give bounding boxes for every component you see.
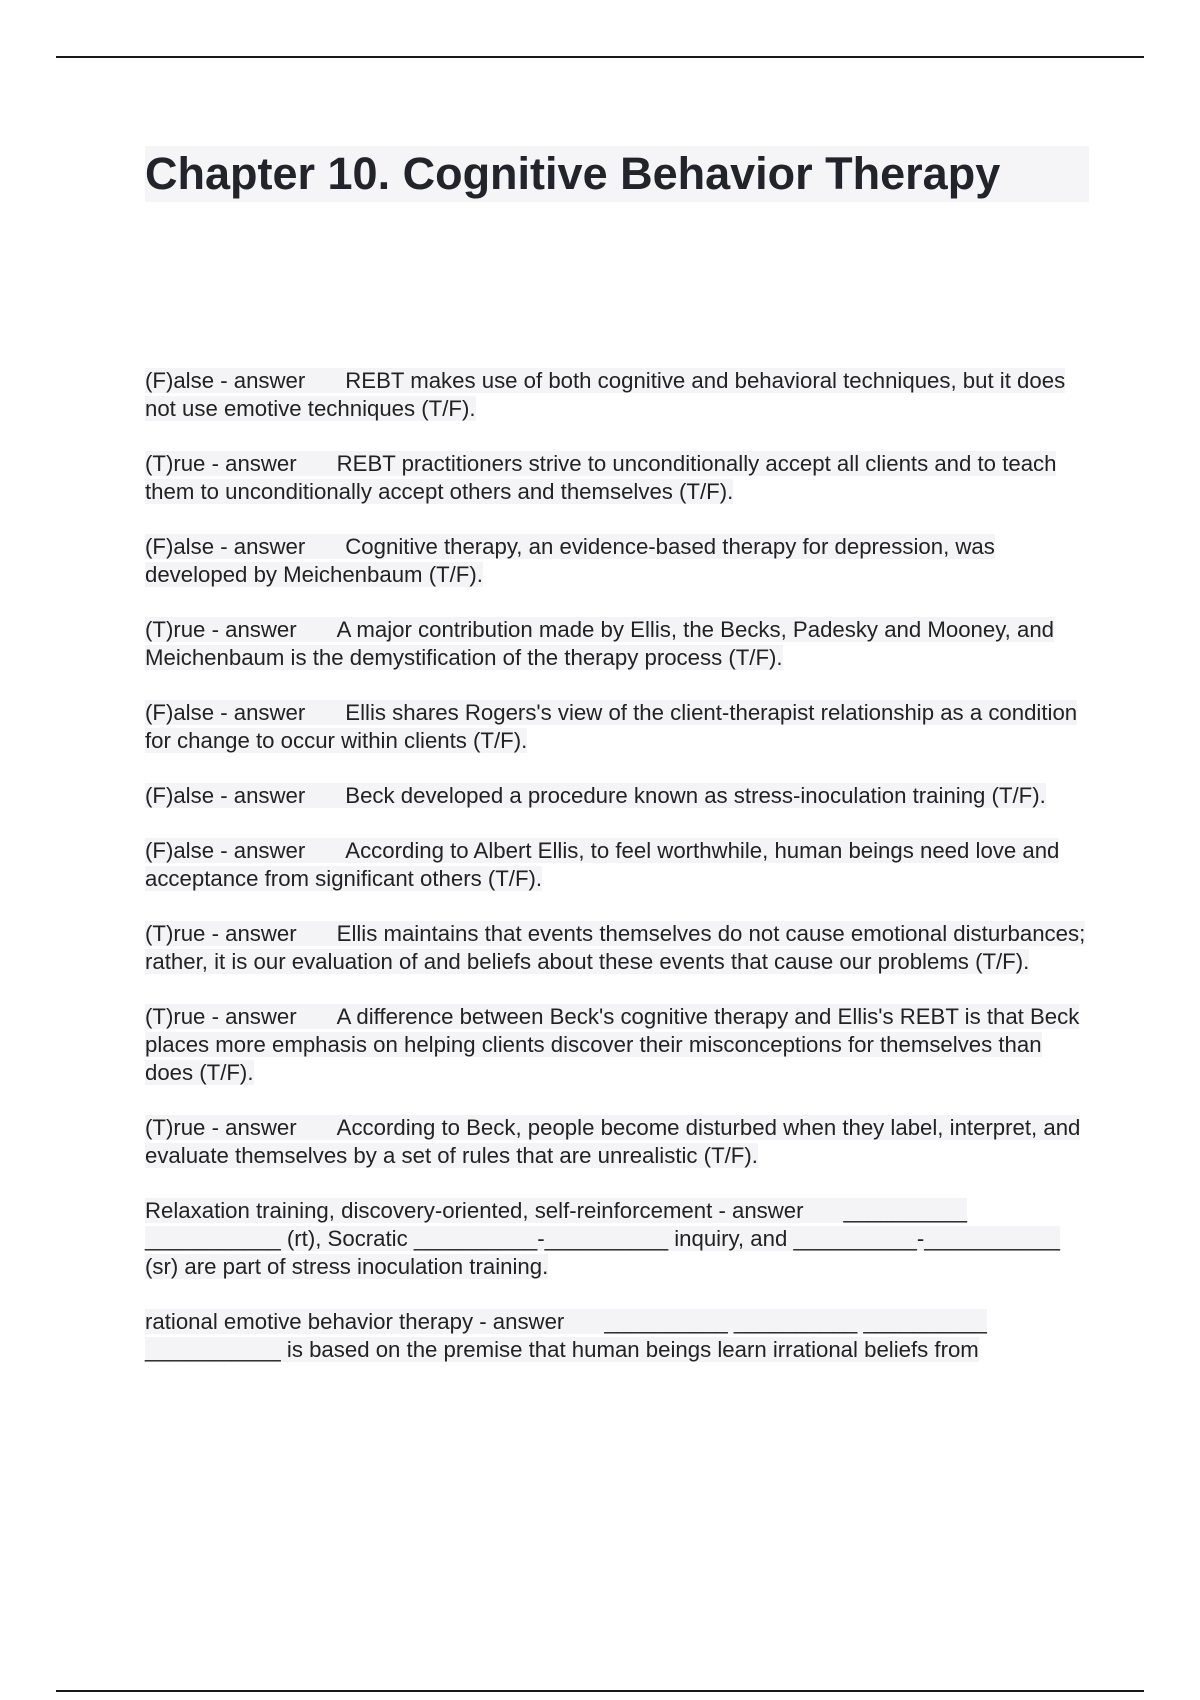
answer-label: (T)rue - answer [145,451,297,476]
question-text: A difference between Beck's cognitive therapy and Ellis's REBT is that Beck places more emphasis on helping clients discover their misconceptions for themselves than does (T/F). [145,1004,1080,1085]
list-item [145,1308,1090,1364]
qa-text [145,783,1046,808]
qa-text [145,617,1054,670]
question-text: According to Albert Ellis, to feel worthwhile, human beings need love and acceptance from significant others (T/F). [145,838,1060,891]
page-title: Chapter 10. Cognitive Behavior Therapy [145,146,1089,202]
list-item [145,533,1090,589]
question-text: Ellis shares Rogers's view of the client-therapist relationship as a condition for change to occur within clients (T/F). [145,700,1078,753]
answer-label: (F)alse - answer [145,700,306,725]
qa-text [145,451,1056,504]
answer-label: (F)alse - answer [145,368,306,393]
qa-text [145,700,1077,753]
answer-label: (T)rue - answer [145,1115,297,1140]
list-item [145,450,1090,506]
list-item [145,1003,1090,1087]
answer-label: (F)alse - answer [145,838,306,863]
qa-text [145,1115,1080,1168]
list-item [145,920,1090,976]
question-text: Beck developed a procedure known as stress-inoculation training (T/F). [345,783,1046,808]
answer-label: (F)alse - answer [145,534,306,559]
question-text: A major contribution made by Ellis, the Becks, Padesky and Mooney, and Meichenbaum is the demystification of the therapy process (T/F). [145,617,1055,670]
list-item [145,616,1090,672]
qa-text [145,1309,987,1362]
list-item [145,699,1090,755]
question-text: Ellis maintains that events themselves do not cause emotional disturbances; rather, it is our evaluation of and beliefs about these events that cause our problems (T/F). [145,921,1086,974]
list-item [145,837,1090,893]
question-text: REBT makes use of both cognitive and behavioral techniques, but it does not use emotive techniques (T/F). [145,368,1066,421]
answer-label: (T)rue - answer [145,1004,297,1029]
question-text: __________ ___________ (rt), Socratic __________-__________ inquiry, and __________-___________ (sr) are part of stress inoculation training. [145,1198,1060,1279]
answer-label: rational emotive behavior therapy - answer [145,1309,565,1334]
question-text: Cognitive therapy, an evidence-based therapy for depression, was developed by Meichenbaum (T/F). [145,534,995,587]
answer-label: (F)alse - answer [145,783,306,808]
answer-label: (T)rue - answer [145,617,297,642]
qa-text [145,368,1065,421]
qa-text [145,921,1085,974]
answer-label: Relaxation training, discovery-oriented, self-reinforcement - answer [145,1198,804,1223]
list-item [145,782,1090,810]
footer-rule [56,1690,1144,1692]
answer-label: (T)rue - answer [145,921,297,946]
qa-text [145,534,995,587]
list-item [145,1197,1090,1281]
qa-list [145,367,1090,1391]
question-text: __________ __________ __________ ___________ is based on the premise that human beings learn irrational beliefs from [145,1309,987,1362]
qa-text [145,838,1059,891]
list-item [145,1114,1090,1170]
header-rule [56,56,1144,58]
list-item [145,367,1090,423]
qa-text [145,1198,1060,1279]
question-text: REBT practitioners strive to unconditionally accept all clients and to teach them to unconditionally accept others and themselves (T/F). [145,451,1057,504]
question-text: According to Beck, people become disturbed when they label, interpret, and evaluate themselves by a set of rules that are unrealistic (T/F). [145,1115,1081,1168]
qa-text [145,1004,1079,1085]
